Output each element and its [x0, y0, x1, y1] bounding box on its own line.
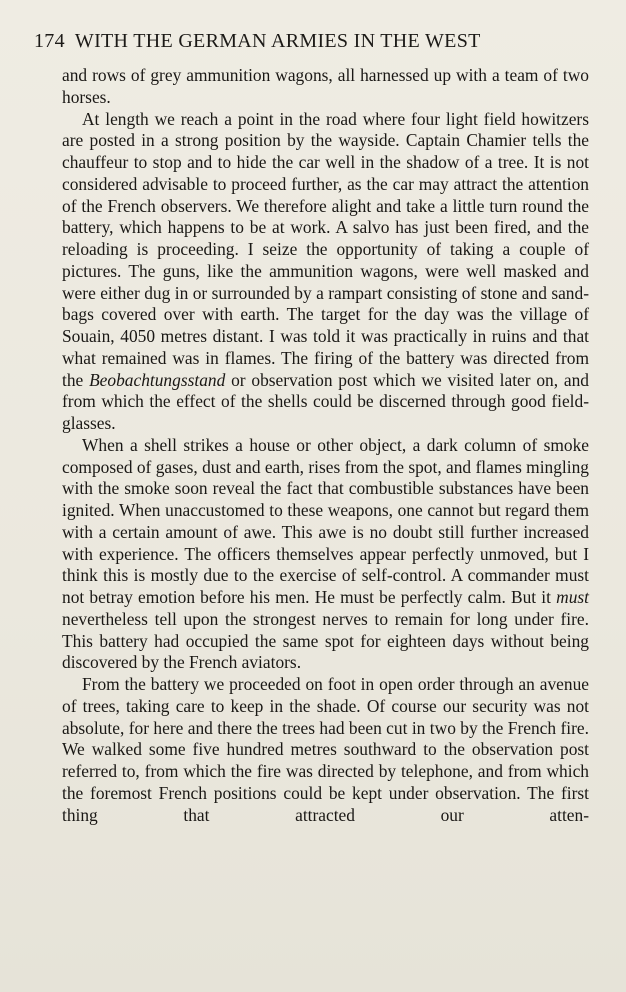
page-number: 174 — [34, 30, 65, 52]
running-head — [34, 30, 594, 53]
paragraph-2 — [62, 109, 589, 435]
running-title: WITH THE GERMAN ARMIES IN THE WEST — [74, 30, 481, 52]
paragraph-1 — [62, 65, 589, 109]
italic-word-must: must — [556, 587, 589, 607]
italic-term-beobachtungsstand: Beobachtungsstand — [89, 369, 226, 390]
text-run: and rows of grey ammunition wagons, all harnessed up with a team of two horses. — [62, 65, 589, 107]
text-run: At length we reach a point in the road where four light field howitzers are posted in a strong position by the wayside. Captain Chamier tells the chauffeur to stop and to hide the car well in the shadow of a tree. It is not considered advisable to proceed further, as the car may attract the attention of the French observers. We therefore alight and take a little turn round the battery, which happens to be at work. A salvo has just been fired, and the reloading is proceeding. I seize the opportunity of taking a couple of pictures. The guns, like the ammunition wagons, were well masked and were either dug in or surrounded by a rampart consisting of stone and sand-bags covered over with earth. The target for the day was the village of Souain, 4050 metres distant. I was told it was practically in ruins and that what remained was in flames. The firing of the battery was directed from the — [62, 108, 589, 390]
paragraph-4 — [62, 674, 589, 826]
text-run: or observation post which we visited later on, and from which the effect of the shells could be discerned through good field-glasses. — [62, 369, 590, 433]
body-text — [62, 65, 589, 826]
text-run: From the battery we proceeded on foot in open order through an avenue of trees, taking care to keep in the shade. Of course our security was not absolute, for here and there the trees had been cut in two by the French fire. We walked some five hundred metres southward to the observation post referred to, from which the fire was directed by telephone, and from which the foremost French positions could be kept under observation. The first thing that attracted our atten- — [62, 674, 589, 825]
text-run: nevertheless tell upon the strongest nerves to remain for long under fire. This battery had occupied the same spot for eighteen days without being discovered by the French aviators. — [62, 608, 589, 673]
text-run: When a shell strikes a house or other object, a dark column of smoke composed of gases, dust and earth, rises from the spot, and flames mingling with the smoke soon reveal the fact that combustible substances have been ignited. When unaccustomed to these weapons, one cannot but regard them with a certain amount of awe. This awe is no doubt still further increased with experience. The officers themselves appear perfectly unmoved, but I think this is mostly due to the exercise of self-control. A commander must not betray emotion before his men. He must be perfectly calm. But it — [62, 434, 589, 607]
paragraph-3 — [62, 435, 589, 674]
